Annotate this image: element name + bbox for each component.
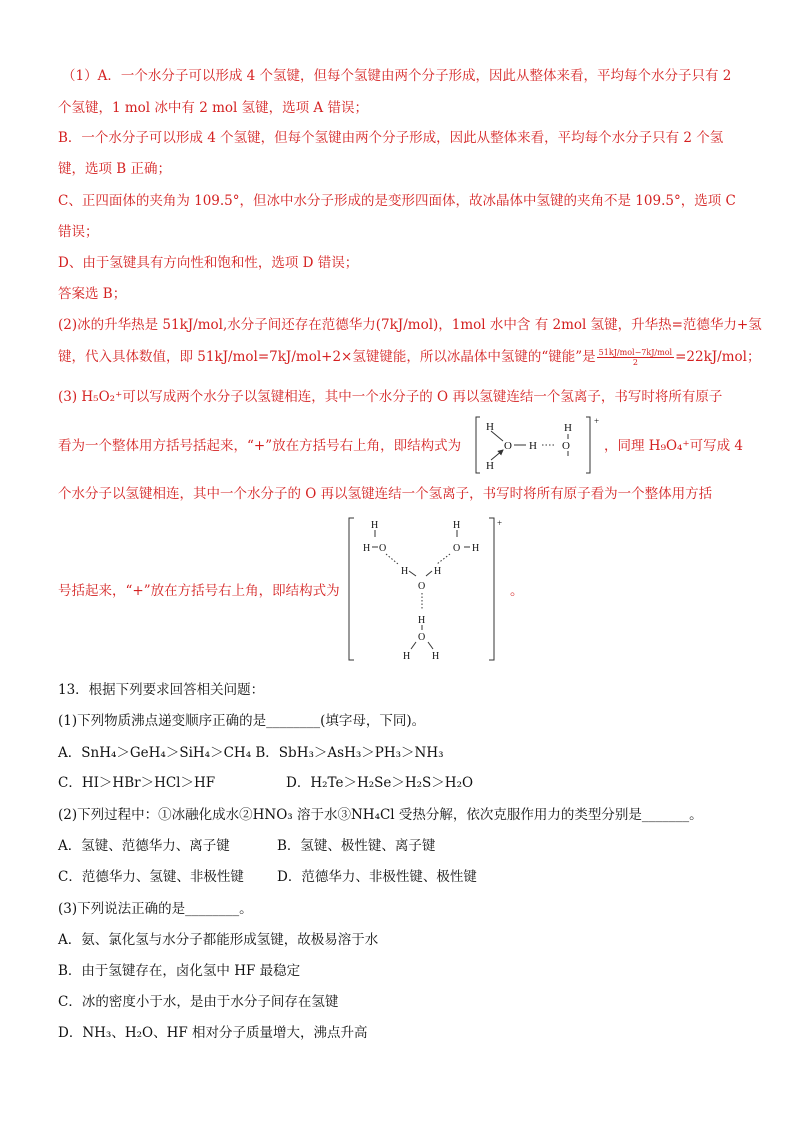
answer-line-12b: ，同理 H₉O₄⁺可写成 4 xyxy=(604,438,743,454)
h-atom: H xyxy=(486,421,494,433)
answer-line-12a: 看为一个整体用方括号括起来，“+”放在方括号右上角，即结构式为 xyxy=(58,438,462,454)
h-atom: H xyxy=(453,520,461,531)
h-atom: H xyxy=(432,651,440,662)
question-13-title: 13．根据下列要求回答相关问题： xyxy=(58,682,265,698)
answer-line-7: D、由于氢键具有方向性和饱和性，选项 D 错误； xyxy=(58,255,359,271)
energy-fraction xyxy=(597,348,674,367)
o-atom: O xyxy=(562,440,570,452)
h-atom: H xyxy=(403,651,411,662)
h-atom: H xyxy=(564,422,572,434)
o-atom: O xyxy=(453,543,461,554)
h-atom: H xyxy=(363,543,371,554)
o-atom: O xyxy=(418,632,426,643)
left-bracket xyxy=(476,417,480,473)
option-1-c: C．HI＞HBr＞HCl＞HF xyxy=(58,775,216,791)
answer-line-14b: 。 xyxy=(510,583,524,599)
option-3-a: A．氨、氯化氢与水分子都能形成氢键，故极易溶于水 xyxy=(58,932,379,948)
option-2-c: C．范德华力、氢键、非极性键 xyxy=(58,869,244,885)
h9o4-structure xyxy=(346,514,506,664)
sub-question-2: (2)下列过程中：①冰融化成水②HNO₃ 溶于水③NH₄Cl 受热分解，依次克服作用力的类型分别是_______。 xyxy=(58,807,703,823)
h-atom: H xyxy=(434,566,442,577)
option-1-d: D．H₂Te＞H₂Se＞H₂S＞H₂O xyxy=(286,775,474,791)
left-bracket xyxy=(349,518,354,660)
h-atom: H xyxy=(371,520,379,531)
option-3-c: C．冰的密度小于水，是由于水分子间存在氢键 xyxy=(58,994,339,1010)
answer-line-2: 个氢键，1 mol 冰中有 2 mol 氢键，选项 A 错误； xyxy=(58,100,368,116)
answer-line-6: 错误； xyxy=(58,224,99,240)
answer-line-1: （1）A．一个水分子可以形成 4 个氢键，但每个氢键由两个分子形成，因此从整体来看，平均每个水分子只有 2 xyxy=(62,68,732,84)
h-atom: H xyxy=(401,566,409,577)
h-atom: H xyxy=(529,440,537,452)
sub-question-3: (3)下列说法正确的是________。 xyxy=(58,901,253,917)
h-atom: H xyxy=(418,615,426,626)
answer-line-10 xyxy=(58,347,760,367)
o-atom: O xyxy=(418,581,426,592)
right-bracket xyxy=(586,417,590,473)
answer-line-10-text: 键，代入具体数值，即 51kJ/mol=7kJ/mol+2×氢键键能，所以冰晶体中氢键的“键能”是 xyxy=(58,349,596,365)
h5o2-structure xyxy=(474,414,602,476)
option-2-d: D．范德华力、非极性键、极性键 xyxy=(277,869,477,885)
answer-line-9: (2)冰的升华热是 51kJ/mol,水分子间还存在范德华力(7kJ/mol)，1mol 水中含 有 2mol 氢键，升华热=范德华力+氢 xyxy=(58,317,762,333)
option-2-a: A．氢键、范德华力、离子键 xyxy=(58,838,230,854)
option-1-ab: A．SnH₄＞GeH₄＞SiH₄＞CH₄ B．SbH₃＞AsH₃＞PH₃＞NH₃ xyxy=(58,745,444,761)
o-atom: O xyxy=(504,440,512,452)
answer-line-4: 键，选项 B 正确； xyxy=(58,161,172,177)
o-atom: O xyxy=(379,543,387,554)
answer-line-14a: 号括起来，“+”放在方括号右上角，即结构式为 xyxy=(58,583,340,599)
h-atom: H xyxy=(472,543,480,554)
answer-line-13: 个水分子以氢键相连，其中一个水分子的 O 再以氢键连结一个氢离子，书写时将所有原子看为一个整体用方括 xyxy=(58,486,713,502)
fraction-numerator: 51kJ/mol−7kJ/mol xyxy=(598,348,673,357)
fraction-denominator: 2 xyxy=(632,358,638,367)
charge-sign: + xyxy=(497,518,503,528)
answer-line-5: C、正四面体的夹角为 109.5°，但冰中水分子形成的是变形四面体，故冰晶体中氢键的夹角不是 109.5°，选项 C xyxy=(58,193,736,209)
answer-line-8: 答案选 B； xyxy=(58,286,127,302)
answer-line-10-result: =22kJ/mol； xyxy=(675,349,761,365)
option-3-b: B．由于氢键存在，卤化氢中 HF 最稳定 xyxy=(58,963,301,979)
option-2-b: B．氢键、极性键、离子键 xyxy=(277,838,436,854)
h-atom: H xyxy=(486,460,494,472)
sub-question-1: (1)下列物质沸点递变顺序正确的是________(填字母，下同)。 xyxy=(58,713,426,729)
charge-sign: + xyxy=(594,416,600,426)
right-bracket xyxy=(489,518,494,660)
option-3-d: D．NH₃、H₂O、HF 相对分子质量增大，沸点升高 xyxy=(58,1025,368,1041)
answer-line-11: (3) H₅O₂⁺可以写成两个水分子以氢键相连，其中一个水分子的 O 再以氢键连结一个氢离子，书写时将所有原子 xyxy=(58,389,723,405)
answer-line-3: B．一个水分子可以形成 4 个氢键，但每个氢键由两个分子形成，因此从整体来看，平均每个水分子只有 2 个氢 xyxy=(58,130,724,146)
